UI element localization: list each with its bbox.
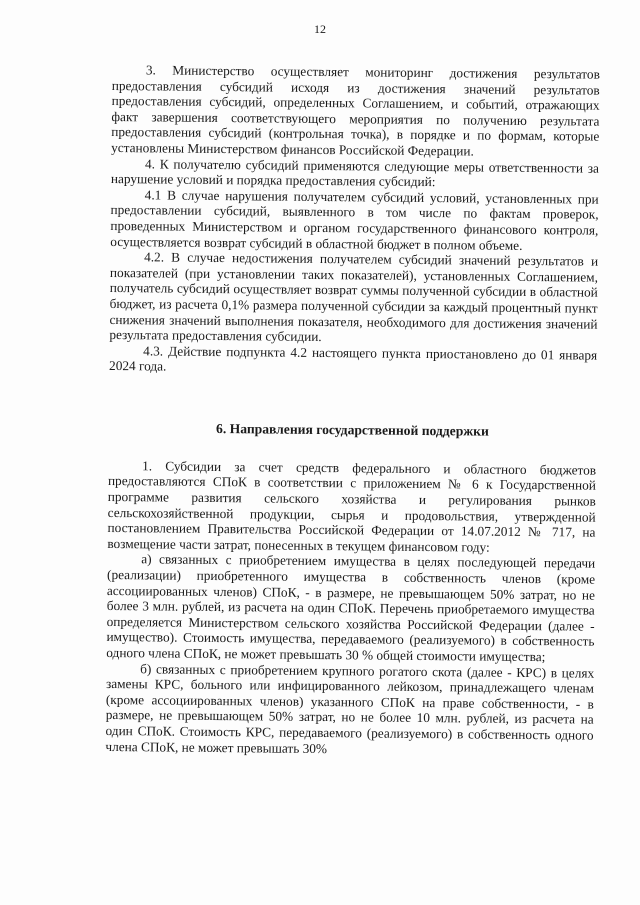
paragraph-6-1: 1. Субсидии за счет средств федерального и областного бюджетов предоставляются СПоК в соответствии с приложением № 6 к Государственной программе развития сельского хозяйства и регулирования рынков сельскохозяйственной продукции, сырья и продовольствия, утвержденной постановлением Правительства Российской Федерации от 14.07.2012 № 717, на возмещение части затрат, понесенных в текущем финансовом году: xyxy=(107,458,597,555)
paragraph-5-3: 3. Министерство осуществляет мониторинг достижения результатов предоставления субсидий исходя из достижения значений результатов предоставления субсидий, определенных Соглашением, и событий, отражающих факт завершения соответствующего мероприятия по получению результата предоставления субсидий (контрольная точка), в порядке и по формам, которые установлены Министерством финансов Российской Федерации. xyxy=(111,62,600,159)
page-number: 12 xyxy=(314,22,326,36)
paragraph-5-4-2: 4.2. В случае недостижения получателем субсидий значений результатов и показателей (при установлении таких показателей), установленных Соглашением, получатель субсидий осуществляет возврат суммы полученной субсидии в областной бюджет, из расчета 0,1% размера полученной субсидии за каждый процентный пункт снижения значений выполнения показателя, необходимого для достижения значений результата предоставления субсидии. xyxy=(109,249,599,345)
paragraph-6-1-a: а) связанных с приобретением имущества в целях последующей передачи (реализации) приобретенного имущества в собственность членов (кроме ассоциированных членов) СПоК, - в размере, не превышающем 50% затрат, но не более 3 млн. рублей, из расчета на один СПоК. Перечень приобретаемого имущества определяется Министерством сельского хозяйства Российской Федерации (далее - имущество). Стоимость имущества, передаваемого (реализуемого) в собственность одного члена СПоК, не может превышать 30 % общей стоимости имущества; xyxy=(106,551,596,665)
paragraph-5-4: 4. К получателю субсидий применяются следующие меры ответственности за нарушение условий и порядка предоставления субсидий: xyxy=(110,155,600,190)
section-6-heading: 6. Направления государственной поддержки xyxy=(216,420,489,439)
paragraph-6-1-b: б) связанных с приобретением крупного рогатого скота (далее - КРС) в целях замены КРС, больного или инфицированного лейкозом, принадлежащего членам (кроме ассоциированных членов) указанного СПоК на праве собственности, - в размере, не превышающем 50% затрат, но не более 10 млн. рублей, из расчета на один СПоК. Стоимость КРС, передаваемого (реализуемого) в собственность одного члена СПоК, не может превышать 30% xyxy=(105,660,595,756)
paragraph-5-4-3: 4.3. Действие подпункта 4.2 настоящего пункта приостановлено до 01 января 2024 года. xyxy=(109,343,598,374)
paragraph-5-4-1: 4.1 В случае нарушения получателем субсидий условий, установленных при предоставлении субсидий, выявленного в том числе по фактам проверок, проведенных Министерством и органом государственного финансового контроля, осуществляется возврат субсидий в областной бюджет в полном объеме. xyxy=(110,187,599,253)
document-body xyxy=(105,62,600,759)
